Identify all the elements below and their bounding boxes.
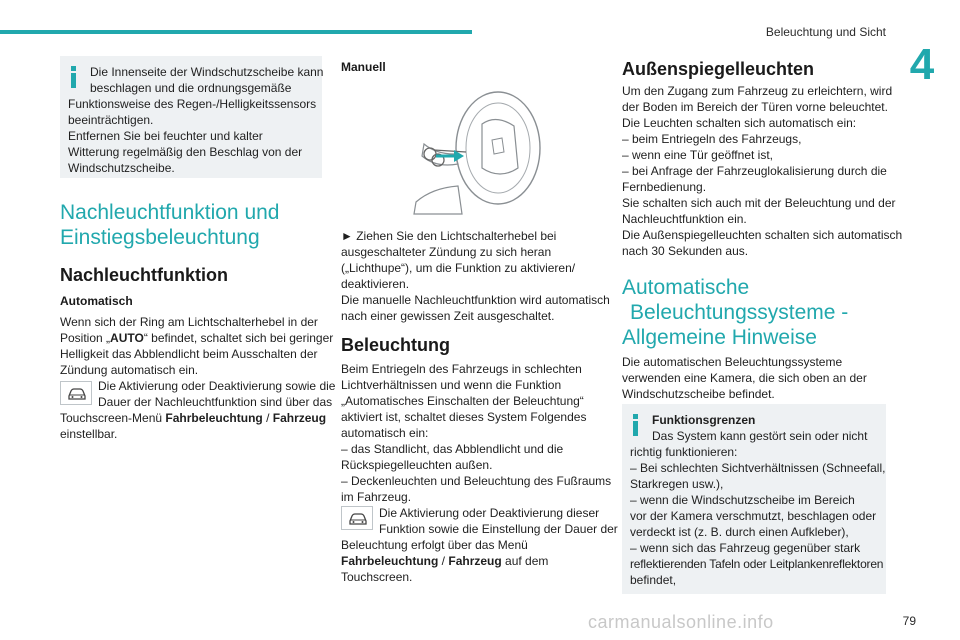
info-line: beschlagen und die ordnungsgemäße [90,81,292,95]
info-line: Windschutzscheibe. [68,161,175,175]
info-line: Funktionsweise des Regen-/Helligkeitssensors [68,97,317,111]
limits-line: richtig funktionieren: [630,445,738,459]
subheading-beleuchtung: Beleuchtung [341,335,451,355]
label-manuell: Manuell [341,60,386,74]
chapter-number: 4 [909,40,935,89]
limits-line: vor der Kamera verschmutzt, beschlagen oder [630,509,877,523]
info-line: Witterung regelmäßig den Beschlag von der [68,145,303,159]
info-line: beeinträchtigen. [68,113,154,127]
page-header-title: Beleuchtung und Sicht [765,25,886,39]
subheading-nachleuchtfunktion: Nachleuchtfunktion [60,265,229,285]
section-title-aussenspiegelleuchten: Außenspiegelleuchten [622,59,815,79]
page-number: 79 [902,614,916,628]
limits-line: – wenn sich das Fahrzeug gegenüber stark [630,541,861,555]
info-box-limits [622,404,886,594]
label-automatisch: Automatisch [60,294,133,308]
watermark: carmanualsonline.info [588,612,774,632]
automatic-description: Wenn sich der Ring am Lichtschalterhebel in der Position „AUTO“ befindet, schaltet sich bei geringer Helligkeit das Abblendlicht beim Ausschalten der Zündung automatisch ein. [60,315,334,377]
beleuchtung-settings-note: Die Aktivierung oder Deaktivierung dieser Funktion sowie die Einstellung der Dauer der Beleuchtung erfolgt über das Menü Fahrbeleuchtung / Fahrzeug auf dem Touchscreen. [341,506,618,584]
limits-title: Funktionsgrenzen [652,413,756,427]
manual-description: ► Ziehen Sie den Lichtschalterhebel bei ausgeschalteter Zündung zu sich heran („Lichthupe“), um die Funktion zu aktivieren/ deaktivieren. Die manuelle Nachleuchtfunktion wird automatisch nach einer gewissen Zeit ausgeschaltet. [341,229,610,323]
steering-wheel-illustration [396,84,546,216]
header-accent-bar [0,30,472,34]
limits-line: reflektierenden Tafeln oder Leitplankenreflektoren [630,557,884,571]
auto-lighting-description: Die automatischen Beleuchtungssysteme verwenden eine Kamera, die sich oben an der Windschutzscheibe befindet. [622,355,867,401]
limits-line: verdeckt ist (z. B. durch einen Aufkleber), [630,525,849,539]
limits-line: – Bei schlechten Sichtverhältnissen (Schneefall, [630,461,886,475]
info-icon [70,66,78,88]
limits-line: befindet, [630,573,677,587]
settings-note: Die Aktivierung oder Deaktivierung sowie die Dauer der Nachleuchtfunktion sind über das Touchscreen-Menü Fahrbeleuchtung / Fahrzeug einstellbar. [60,379,336,441]
info-box-windshield [60,56,322,178]
info-icon [632,414,640,436]
section-title-auto-lighting: Automatische Beleuchtungssysteme - Allgemeine Hinweise [622,276,849,349]
info-line: Die Innenseite der Windschutzscheibe kann [90,65,324,79]
beleuchtung-description: Beim Entriegeln des Fahrzeugs in schlechten Lichtverhältnissen und wenn die Funktion „Automatisches Einschalten der Beleuchtung“ aktiviert ist, schaltet dieses System Folgendes automatisch ein: – das Standlicht, das Abblendlicht und die Rückspiegelleuchten außen. – Deckenleuchten und Beleuchtung des Fußraums im Fahrzeug. [341,362,612,504]
limits-line: – wenn die Windschutzscheibe im Bereich [630,493,855,507]
section-title-follow-me-home: Nachleuchtfunktion und Einstiegsbeleuchtung [60,201,280,249]
limits-line: Starkregen usw.), [630,477,724,491]
limits-line: Das System kann gestört sein oder nicht [652,429,868,443]
info-line: Entfernen Sie bei feuchter und kalter [68,129,263,143]
mirror-lights-description: Um den Zugang zum Fahrzeug zu erleichtern, wird der Boden im Bereich der Türen vorne beleuchtet. Die Leuchten schalten sich automatisch ein: – beim Entriegeln des Fahrzeugs, – wenn eine Tür geöffnet ist, – bei Anfrage der Fahrzeuglokalisierung durch die Fernbedienung. Sie schalten sich auch mit der Beleuchtung und der Nachleuchtfunktion ein. Die Außenspiegelleuchten schalten sich automatisch nach 30 Sekunden aus. [622,84,903,258]
